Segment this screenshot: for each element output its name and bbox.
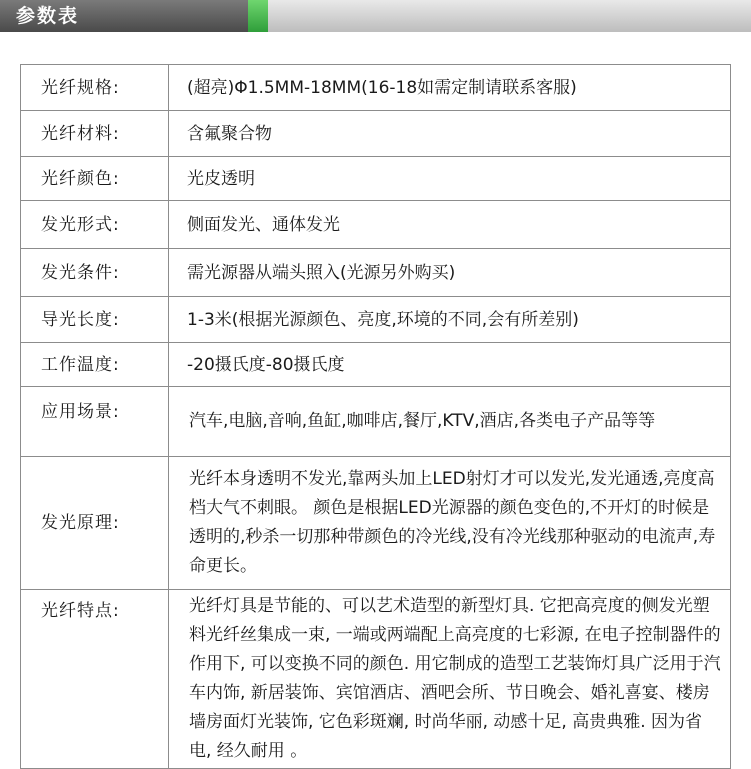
row-value: 光皮透明	[169, 157, 731, 201]
table-row	[21, 65, 731, 111]
row-label: 工作温度:	[21, 343, 169, 387]
page-title: 参数表	[16, 5, 80, 27]
table-row	[21, 457, 731, 590]
header-accent-stripe	[248, 0, 268, 32]
table-row	[21, 590, 731, 769]
row-value: 含氟聚合物	[169, 111, 731, 157]
row-value-text: 光纤本身透明不发光,靠两头加上LED射灯才可以发光,发光通透,亮度高档大气不刺眼。 颜色是根据LED光源器的颜色变色的,不开灯的时候是透明的,秒杀一切那种带颜色的冷光线,没有冷光线那种驱动的电流声,寿命更长。	[189, 469, 716, 576]
table-row	[21, 157, 731, 201]
row-label: 光纤颜色:	[21, 157, 169, 201]
row-value: 侧面发光、通体发光	[169, 201, 731, 249]
row-label: 光纤规格:	[21, 65, 169, 111]
row-label: 发光形式:	[21, 201, 169, 249]
row-value-text: 光纤灯具是节能的、可以艺术造型的新型灯具. 它把高亮度的侧发光塑料光纤丝集成一束, 一端或两端配上高亮度的七彩源, 在电子控制器件的作用下, 可以变换不同的颜色. 用它制成的造型工艺装饰灯具广泛用于汽车内饰, 新居装饰、宾馆酒店、酒吧会所、节日晚会、婚礼喜宴、楼房墙房面灯光装饰, 它色彩斑斓, 时尚华丽, 动感十足, 高贵典雅. 因为省电, 经久耐用 。	[189, 596, 721, 761]
row-value-text: 汽车,电脑,音响,鱼缸,咖啡店,餐厅,KTV,酒店,各类电子产品等等	[189, 411, 656, 431]
row-value	[169, 387, 731, 457]
row-value: -20摄氏度-80摄氏度	[169, 343, 731, 387]
row-value	[169, 457, 731, 590]
row-label: 光纤材料:	[21, 111, 169, 157]
row-label: 应用场景:	[21, 387, 169, 457]
parameter-table	[20, 64, 731, 769]
row-label: 发光原理:	[21, 457, 169, 590]
row-value	[169, 590, 731, 769]
table-row	[21, 343, 731, 387]
row-label: 发光条件:	[21, 249, 169, 297]
table-row	[21, 387, 731, 457]
table-row	[21, 297, 731, 343]
row-label: 光纤特点:	[21, 590, 169, 769]
table-row	[21, 111, 731, 157]
row-value: 需光源器从端头照入(光源另外购买)	[169, 249, 731, 297]
row-value: 1-3米(根据光源颜色、亮度,环境的不同,会有所差别)	[169, 297, 731, 343]
row-value: (超亮)Φ1.5MM-18MM(16-18如需定制请联系客服)	[169, 65, 731, 111]
table-row	[21, 249, 731, 297]
table-row	[21, 201, 731, 249]
row-label: 导光长度:	[21, 297, 169, 343]
